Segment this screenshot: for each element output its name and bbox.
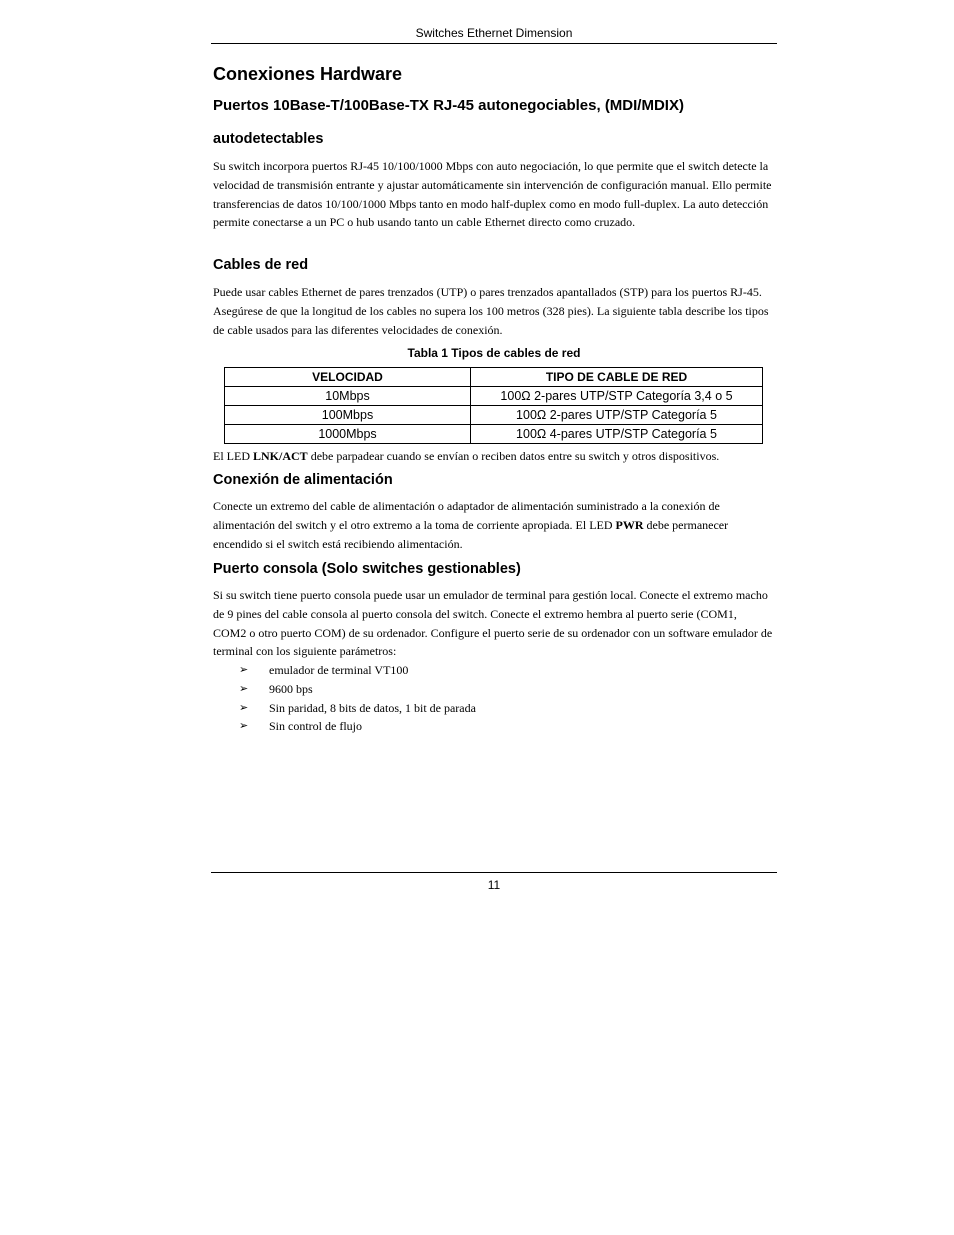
list-item [239, 661, 499, 680]
running-header: Switches Ethernet Dimension [415, 26, 573, 40]
ports-heading-line2: autodetectables [213, 131, 324, 147]
led-note-suffix: debe parpadear cuando se envían o reciben datos entre su switch y otros dispositivos. [307, 449, 720, 463]
led-name-pwr: PWR [615, 517, 644, 532]
power-paragraph [213, 497, 773, 553]
arrow-bullet-icon: ➢ [239, 720, 249, 733]
arrow-bullet-icon: ➢ [239, 701, 249, 714]
power-heading: Conexión de alimentación [213, 472, 393, 488]
console-paragraph: Si su switch tiene puerto consola puede usar un emulador de terminal para gestión local. Conecte el extremo macho de 9 pines del cable consola al puerto consola del switch. Conecte el extremo hembra al puerto serie (COM1, COM2 o otro puerto COM) de su ordenador. Configure el puerto serie de su ordenador con un software emulador de terminal con los siguiente parámetros: [213, 588, 773, 659]
power-text-suffix: debe permanecer encendido si el switch está recibiendo alimentación. [213, 517, 729, 551]
led-name-lnk-act: LNK/ACT [253, 449, 308, 463]
power-text-prefix: Conecte un extremo del cable de alimentación o adaptador de alimentación suministrado a la conexión de alimentación del switch y el otro extremo a la toma de corriente apropiada. El LED [213, 499, 720, 532]
led-note-prefix: El LED [213, 449, 253, 463]
ports-paragraph: Su switch incorpora puertos RJ-45 10/100/1000 Mbps con auto negociación, lo que permite que el switch detecte la velocidad de transmisión entrante y ajustar automáticamente sin intervención de configuración manual. Ello permite transferencias de datos 10/100/1000 Mbps tanto en modo half-duplex como en modo full-duplex. La auto detección permite conectarse a un PC o hub usando tanto un cable Ethernet directo como cruzado. [213, 159, 772, 230]
list-item-text: Sin paridad, 8 bits de datos, 1 bit de parada [269, 700, 476, 715]
table-row [225, 425, 763, 444]
table-cell-speed: 1000Mbps [225, 425, 471, 444]
footer-rule [211, 872, 777, 873]
list-item-text: Sin control de flujo [269, 719, 362, 734]
arrow-bullet-icon: ➢ [239, 664, 249, 676]
section-title: Conexiones Hardware [213, 64, 403, 84]
table-row [225, 406, 763, 425]
list-item [239, 680, 499, 699]
cable-types-table [224, 367, 763, 444]
table-header-cell: VELOCIDAD [225, 368, 471, 387]
arrow-bullet-icon: ➢ [239, 682, 249, 695]
table-cell-cable-type: 100Ω 2-pares UTP/STP Categoría 5 [471, 406, 763, 425]
cables-paragraph: Puede usar cables Ethernet de pares trenzados (UTP) o pares trenzados apantallados (STP) para los puertos RJ-45. Asegúrese de que la longitud de los cables no supera los 100 metros (328 pies). La siguiente tabla describe los tipos de cable usados para las diferentes velocidades de conexión. [213, 285, 769, 337]
table-cell-cable-type: 100Ω 4-pares UTP/STP Categoría 5 [471, 425, 763, 444]
table-header-row [225, 368, 763, 387]
table-cell-speed: 10Mbps [225, 387, 471, 406]
led-note [213, 447, 773, 466]
list-item [239, 699, 499, 718]
list-item-text: 9600 bps [269, 681, 313, 696]
list-item-text: emulador de terminal VT100 [269, 663, 409, 677]
ports-heading-line1: Puertos 10Base-T/100Base-TX RJ-45 autonegociables, (MDI/MDIX) [213, 97, 684, 114]
table-cell-speed: 100Mbps [225, 406, 471, 425]
table-cell-cable-type: 100Ω 2-pares UTP/STP Categoría 3,4 o 5 [471, 387, 763, 406]
table-row [225, 387, 763, 406]
table-header-cell: TIPO DE CABLE DE RED [471, 368, 763, 387]
list-item [239, 717, 499, 736]
console-parameters-list [239, 661, 499, 736]
table-caption: Tabla 1 Tipos de cables de red [407, 346, 581, 360]
console-heading: Puerto consola (Solo switches gestionables) [213, 561, 521, 577]
page-number: 11 [487, 878, 501, 892]
cables-heading: Cables de red [213, 257, 309, 273]
header-rule [211, 43, 777, 44]
